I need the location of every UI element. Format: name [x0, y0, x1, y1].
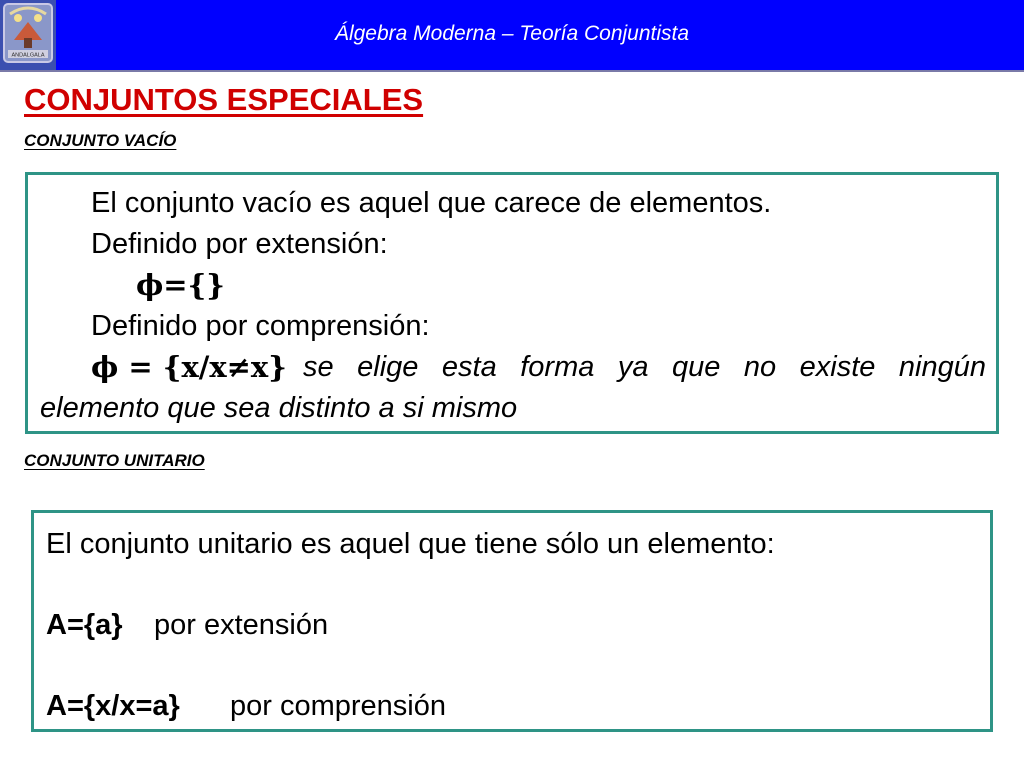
page-title: CONJUNTOS ESPECIALES	[24, 82, 424, 117]
unit-set-box	[31, 510, 993, 732]
unit-set-definition: El conjunto unitario es aquel que tiene sólo un elemento:	[46, 528, 775, 560]
empty-set-extension-formula: ϕ={}	[136, 268, 225, 302]
page-header-title: Álgebra Moderna – Teoría Conjuntista	[334, 22, 690, 45]
header-bar	[0, 0, 1024, 72]
unit-set-comprehension-label: por comprensión	[230, 690, 446, 722]
section-heading-unit-set: CONJUNTO UNITARIO	[24, 451, 205, 470]
note-text-part2: elemento que sea distinto a si mismo	[40, 392, 518, 424]
empty-set-definition: El conjunto vacío es aquel que carece de elementos.	[91, 187, 772, 219]
empty-set-box	[25, 172, 999, 434]
unit-set-extension-label: por extensión	[154, 609, 329, 641]
logo-text: ANDALGALA	[11, 52, 45, 59]
unit-set-comprehension-formula: A={x/x=a}	[46, 690, 180, 722]
comprehension-label: Definido por comprensión:	[91, 310, 430, 342]
extension-label: Definido por extensión:	[91, 228, 388, 260]
section-heading-empty-set: CONJUNTO VACÍO	[24, 131, 177, 150]
empty-set-comprehension-formula: ϕ = {x/x≠x}	[91, 350, 287, 384]
note-text-part1: se elige esta forma ya que no existe ningún	[303, 351, 986, 383]
unit-set-extension-formula: A={a}	[46, 609, 123, 641]
